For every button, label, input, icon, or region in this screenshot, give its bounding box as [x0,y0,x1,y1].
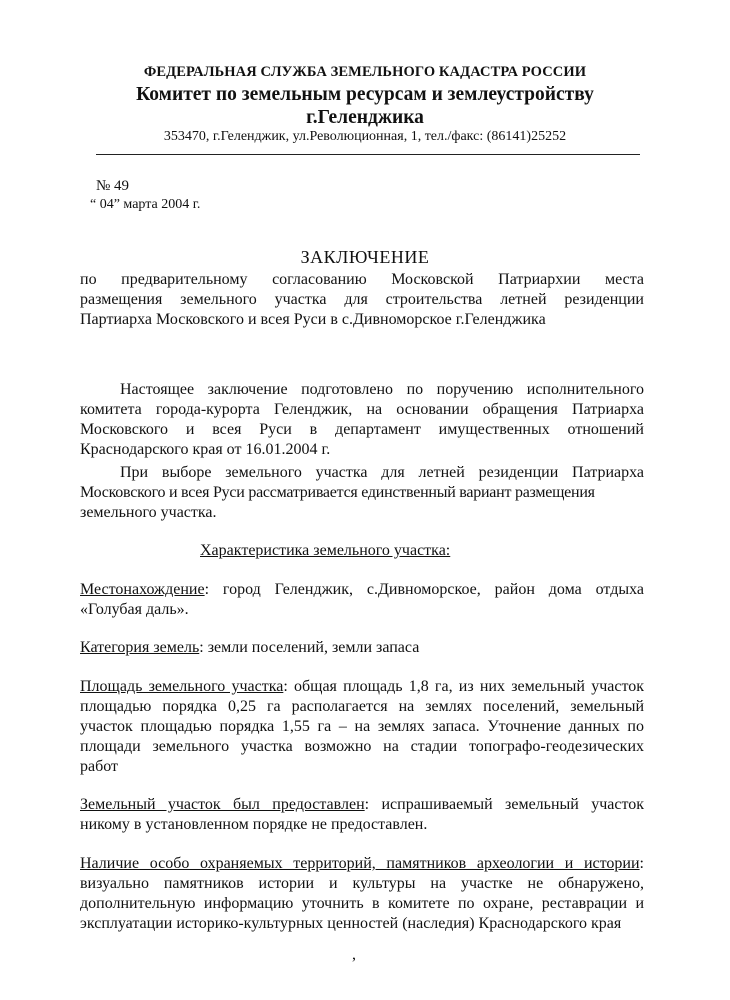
agency-name: ФЕДЕРАЛЬНАЯ СЛУЖБА ЗЕМЕЛЬНОГО КАДАСТРА РОССИИ [143,64,587,80]
item-line: «Голубая даль». [80,601,189,618]
area-value: : общая площадь 1,8 га, из них земельный участок [283,678,644,695]
provided-label: Земельный участок был предоставлен [80,796,365,813]
committee-city: г.Геленджика [306,107,424,128]
paragraph-line: Московского и всея Руси рассматривается единственный вариант размещения [80,484,595,501]
item-line [80,854,644,874]
title-line: Партиарха Московского и всея Руси в с.Дивноморское г.Геленджика [80,311,546,328]
committee-name: Комитет по земельным ресурсам и землеустройству [136,84,594,105]
intro-paragraph-1 [80,380,644,460]
item-line [80,795,644,815]
page-mark: , [352,946,356,963]
title-subject [80,270,644,330]
paragraph-line: Краснодарского края от 16.01.2004 г. [80,441,331,458]
location-value: : город Геленджик, с.Дивноморское, район дома отдыха [204,581,644,598]
document-title: ЗАКЛЮЧЕНИЕ [300,247,430,267]
committee-address: 353470, г.Геленджик, ул.Революционная, 1, тел./факс: (86141)25252 [163,129,567,144]
paragraph-line: При выборе земельного участка для летней резиденции Патриарха [120,464,644,481]
item-line [80,677,644,697]
category-label: Категория земель [80,639,200,656]
paragraph-line: Московского и всея Руси в департамент имущественных отношений [80,421,644,438]
provided-item [80,795,644,835]
paragraph-line: земельного участка. [80,504,217,521]
paragraph-line: комитета города-курорта Геленджик, на основании обращения Патриарха [80,401,644,418]
location-label: Местонахождение [80,581,205,598]
title-line: размещения земельного участка для строительства летней резиденции [80,291,644,308]
item-line: эксплуатации историко-культурных ценностей (наследия) Краснодарского края [80,915,622,932]
area-item [80,677,644,777]
item-line: работ [80,758,119,775]
category-item [80,638,644,658]
category-value: : земли поселений, земли запаса [199,639,420,656]
section-heading: Характеристика земельного участка: [200,542,451,559]
item-line: дополнительную информацию уточнить в комитете по охране, реставрации и [80,895,644,912]
item-line [80,580,644,600]
item-line: участок площадью порядка 1,55 га – на землях запаса. Уточнение данных по [80,718,644,735]
provided-value: : испрашиваемый земельный участок [364,796,644,813]
document-number: № 49 [96,178,130,194]
header-divider [96,154,640,155]
item-line [80,638,644,658]
protected-item [80,854,644,934]
item-line: площади земельного участка возможно на стадии топографо-геодезических [80,738,644,755]
item-line: визуально памятников истории и культуры на участке не обнаружено, [80,875,644,892]
area-label: Площадь земельного участка [80,678,284,695]
document-date: “ 04” марта 2004 г. [90,197,201,212]
intro-paragraph-2 [80,463,644,523]
paragraph-line: Настоящее заключение подготовлено по поручению исполнительного [120,381,644,398]
location-item [80,580,644,620]
item-line: площадью порядка 0,25 га располагается на землях поселений, земельный [80,698,644,715]
item-line: никому в установленном порядке не предоставлен. [80,816,428,833]
protected-label-colon: : [639,855,644,872]
title-line: по предварительному согласованию Московской Патриархии места [80,271,644,288]
protected-label: Наличие особо охраняемых территорий, памятников археологии и истории [80,855,640,872]
